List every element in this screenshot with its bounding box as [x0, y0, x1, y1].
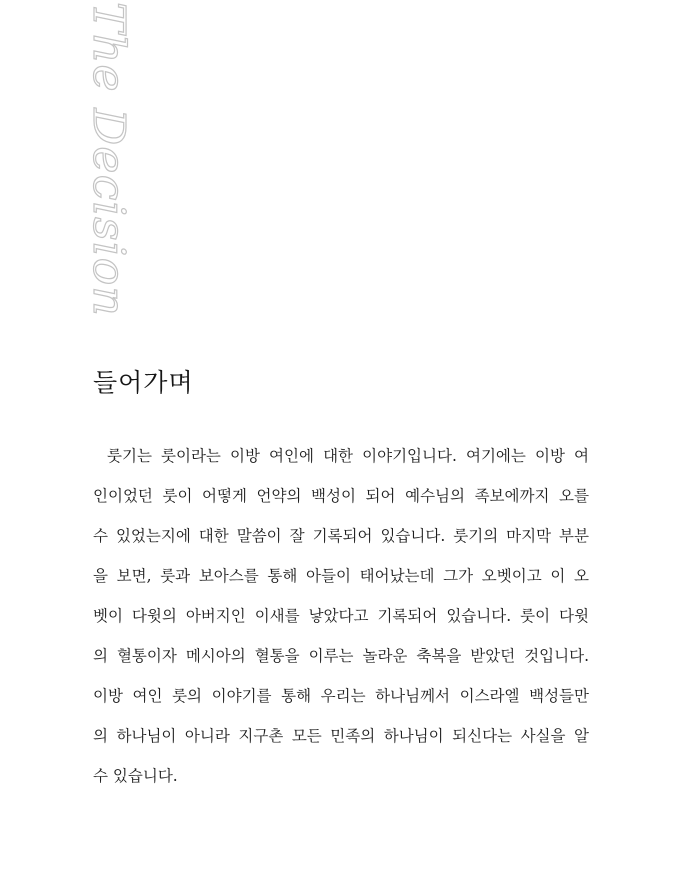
paragraph-line: 의 하나님이 아니라 지구촌 모든 민족의 하나님이 되신다는 사실을 알	[93, 727, 589, 745]
paragraph-line: 인이었던 룻이 어떻게 언약의 백성이 되어 예수님의 족보에까지 오를	[93, 487, 589, 505]
paragraph-line: 수 있습니다.	[93, 767, 178, 785]
paragraph-line: 벳이 다윗의 아버지인 이새를 낳았다고 기록되어 있습니다. 룻이 다윗	[93, 607, 589, 625]
body-paragraph	[93, 436, 589, 796]
paragraph-line: 이방 여인 룻의 이야기를 통해 우리는 하나님께서 이스라엘 백성들만	[93, 687, 589, 705]
paragraph-line: 룻기는 룻이라는 이방 여인에 대한 이야기입니다. 여기에는 이방 여	[107, 447, 589, 465]
script-title-svg	[83, 2, 134, 322]
paragraph-line: 을 보면, 룻과 보아스를 통해 아들이 태어났는데 그가 오벳이고 이 오	[93, 567, 589, 585]
vertical-script-title	[83, 2, 134, 322]
paragraph-line: 의 혈통이자 메시아의 혈통을 이루는 놀라운 축복을 받았던 것입니다.	[93, 647, 589, 665]
paragraph-line: 수 있었는지에 대한 말씀이 잘 기록되어 있습니다. 룻기의 마지막 부분	[93, 527, 589, 545]
vertical-title-text: The Decision	[83, 2, 134, 304]
chapter-heading: 들어가며	[93, 368, 194, 397]
